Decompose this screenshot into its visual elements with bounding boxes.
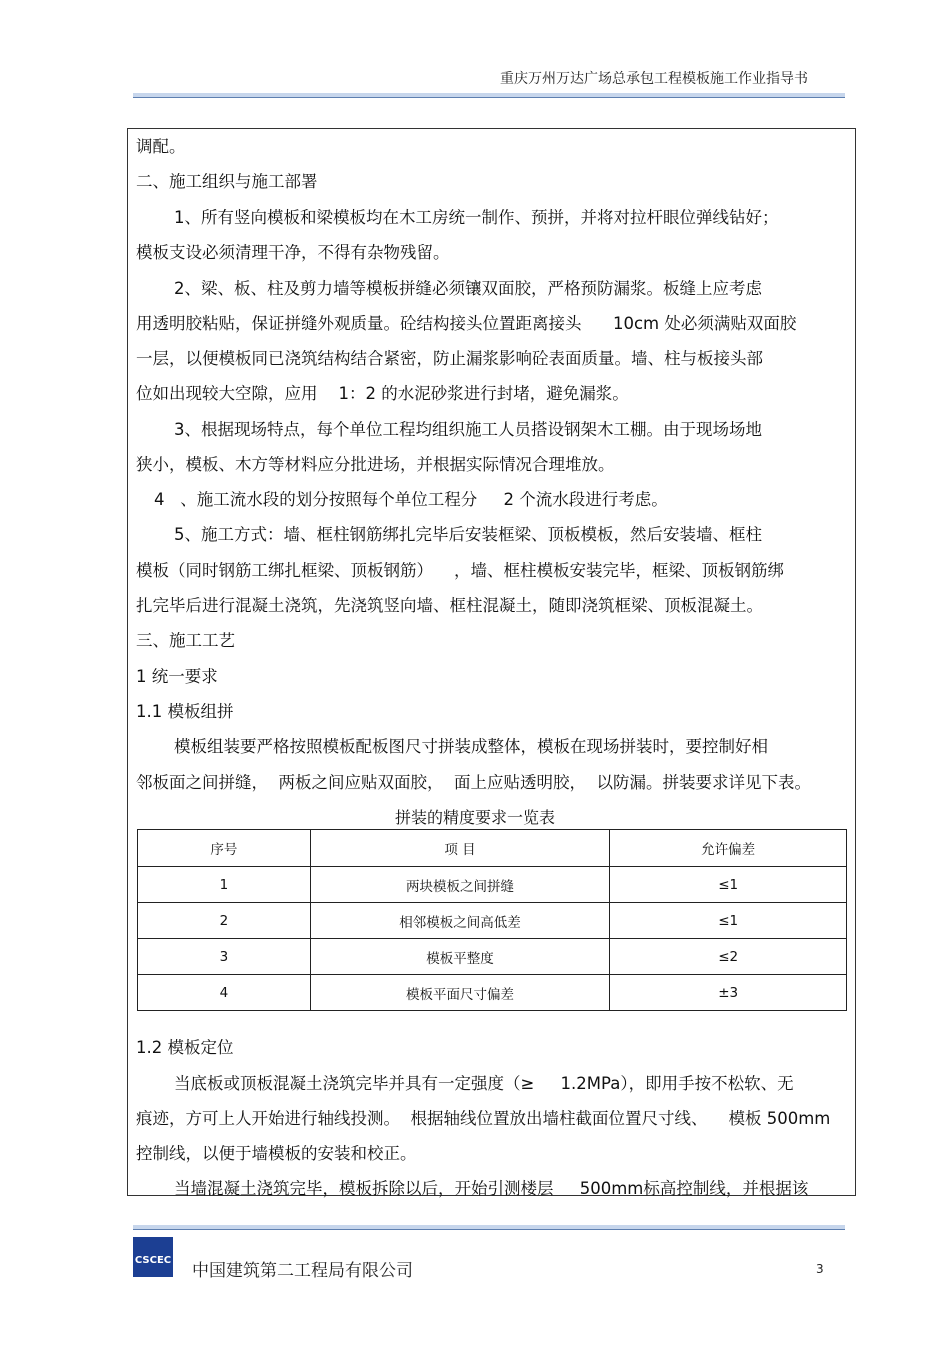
body-line: 痕迹，方可上人开始进行轴线投测。 根据轴线位置放出墙柱截面位置尺寸线、 模板 500mm xyxy=(136,1109,831,1128)
footer-rule-line xyxy=(133,1229,845,1230)
table-row xyxy=(138,939,847,975)
table-row xyxy=(138,867,847,903)
body-line: 二、施工组织与施工部署 xyxy=(136,172,318,191)
table-cell: 模板平整度 xyxy=(310,939,610,975)
table-row xyxy=(138,975,847,1011)
body-line: 狭小，模板、木方等材料应分批进场，并根据实际情况合理堆放。 xyxy=(136,455,615,474)
body-line: 调配。 xyxy=(136,137,186,156)
table-cell: 4 xyxy=(138,975,311,1011)
table-cell: 1 xyxy=(138,867,311,903)
table-header-cell: 允许偏差 xyxy=(610,830,847,867)
logo-text: CSCEC xyxy=(134,1255,172,1266)
table-cell: 模板平面尺寸偏差 xyxy=(310,975,610,1011)
table-cell: ≤1 xyxy=(610,867,847,903)
body-line: 5、施工方式：墙、框柱钢筋绑扎完毕后安装框梁、顶板模板，然后安装墙、框柱 xyxy=(174,525,762,544)
body-line: 1、所有竖向模板和梁模板均在木工房统一制作、预拼，并将对拉杆眼位弹线钻好； xyxy=(174,208,779,227)
body-line: 1.2 模板定位 xyxy=(136,1038,234,1057)
table-row xyxy=(138,903,847,939)
body-line: 邻板面之间拼缝， 两板之间应贴双面胶， 面上应贴透明胶， 以防漏。拼装要求详见下表。 xyxy=(136,773,811,792)
body-line: 模板（同时钢筋工绑扎框梁、顶板钢筋） ，墙、框柱模板安装完毕，框梁、顶板钢筋绑 xyxy=(136,561,784,580)
table-header-cell: 序号 xyxy=(138,830,311,867)
table-cell: ≤2 xyxy=(610,939,847,975)
table-cell: ±3 xyxy=(610,975,847,1011)
precision-table xyxy=(137,829,847,1011)
body-line: 当墙混凝土浇筑完毕，模板拆除以后，开始引测楼层 500mm标高控制线，并根据该 xyxy=(174,1179,809,1198)
table-caption: 拼装的精度要求一览表 xyxy=(394,808,555,827)
body-line: 模板组装要严格按照模板配板图尺寸拼装成整体，模板在现场拼装时，要控制好相 xyxy=(174,737,768,756)
body-line: 4 、施工流水段的划分按照每个单位工程分 2 个流水段进行考虑。 xyxy=(154,490,668,509)
body-line: 2、梁、板、柱及剪力墙等模板拼缝必须镶双面胶，严格预防漏浆。板缝上应考虑 xyxy=(174,279,762,298)
table-cell: 相邻模板之间高低差 xyxy=(310,903,610,939)
table-header-row xyxy=(138,830,847,867)
body-line: 一层，以便模板同已浇筑结构结合紧密，防止漏浆影响砼表面质量。墙、柱与板接头部 xyxy=(136,349,763,368)
body-line: 位如出现较大空隙，应用 1：2 的水泥砂浆进行封堵，避免漏浆。 xyxy=(136,384,629,403)
header-rule-line xyxy=(133,97,845,98)
body-line: 3、根据现场特点，每个单位工程均组织施工人员搭设钢架木工棚。由于现场场地 xyxy=(174,420,762,439)
body-line: 模板支设必须清理干净，不得有杂物残留。 xyxy=(136,243,450,262)
body-line: 扎完毕后进行混凝土浇筑，先浇筑竖向墙、框柱混凝土，随即浇筑框梁、顶板混凝土。 xyxy=(136,596,763,615)
body-line: 1.1 模板组拼 xyxy=(136,702,234,721)
document-header-title: 重庆万州万达广场总承包工程模板施工作业指导书 xyxy=(500,71,808,87)
cscec-logo-icon xyxy=(133,1237,173,1277)
body-line: 1 统一要求 xyxy=(136,667,218,686)
body-line: 三、施工工艺 xyxy=(136,631,235,650)
company-name: 中国建筑第二工程局有限公司 xyxy=(192,1261,413,1281)
body-line: 用透明胶粘贴，保证拼缝外观质量。砼结构接头位置距离接头 10cm 处必须满贴双面胶 xyxy=(136,314,797,333)
table-cell: 3 xyxy=(138,939,311,975)
table-cell: 两块模板之间拼缝 xyxy=(310,867,610,903)
page-number: 3 xyxy=(816,1262,824,1276)
table-cell: ≤1 xyxy=(610,903,847,939)
table-header-cell: 项 目 xyxy=(310,830,610,867)
body-line: 当底板或顶板混凝土浇筑完毕并具有一定强度（≥ 1.2MPa），即用手按不松软、无 xyxy=(174,1074,794,1093)
body-line: 控制线，以便于墙模板的安装和校正。 xyxy=(136,1144,417,1163)
table-cell: 2 xyxy=(138,903,311,939)
